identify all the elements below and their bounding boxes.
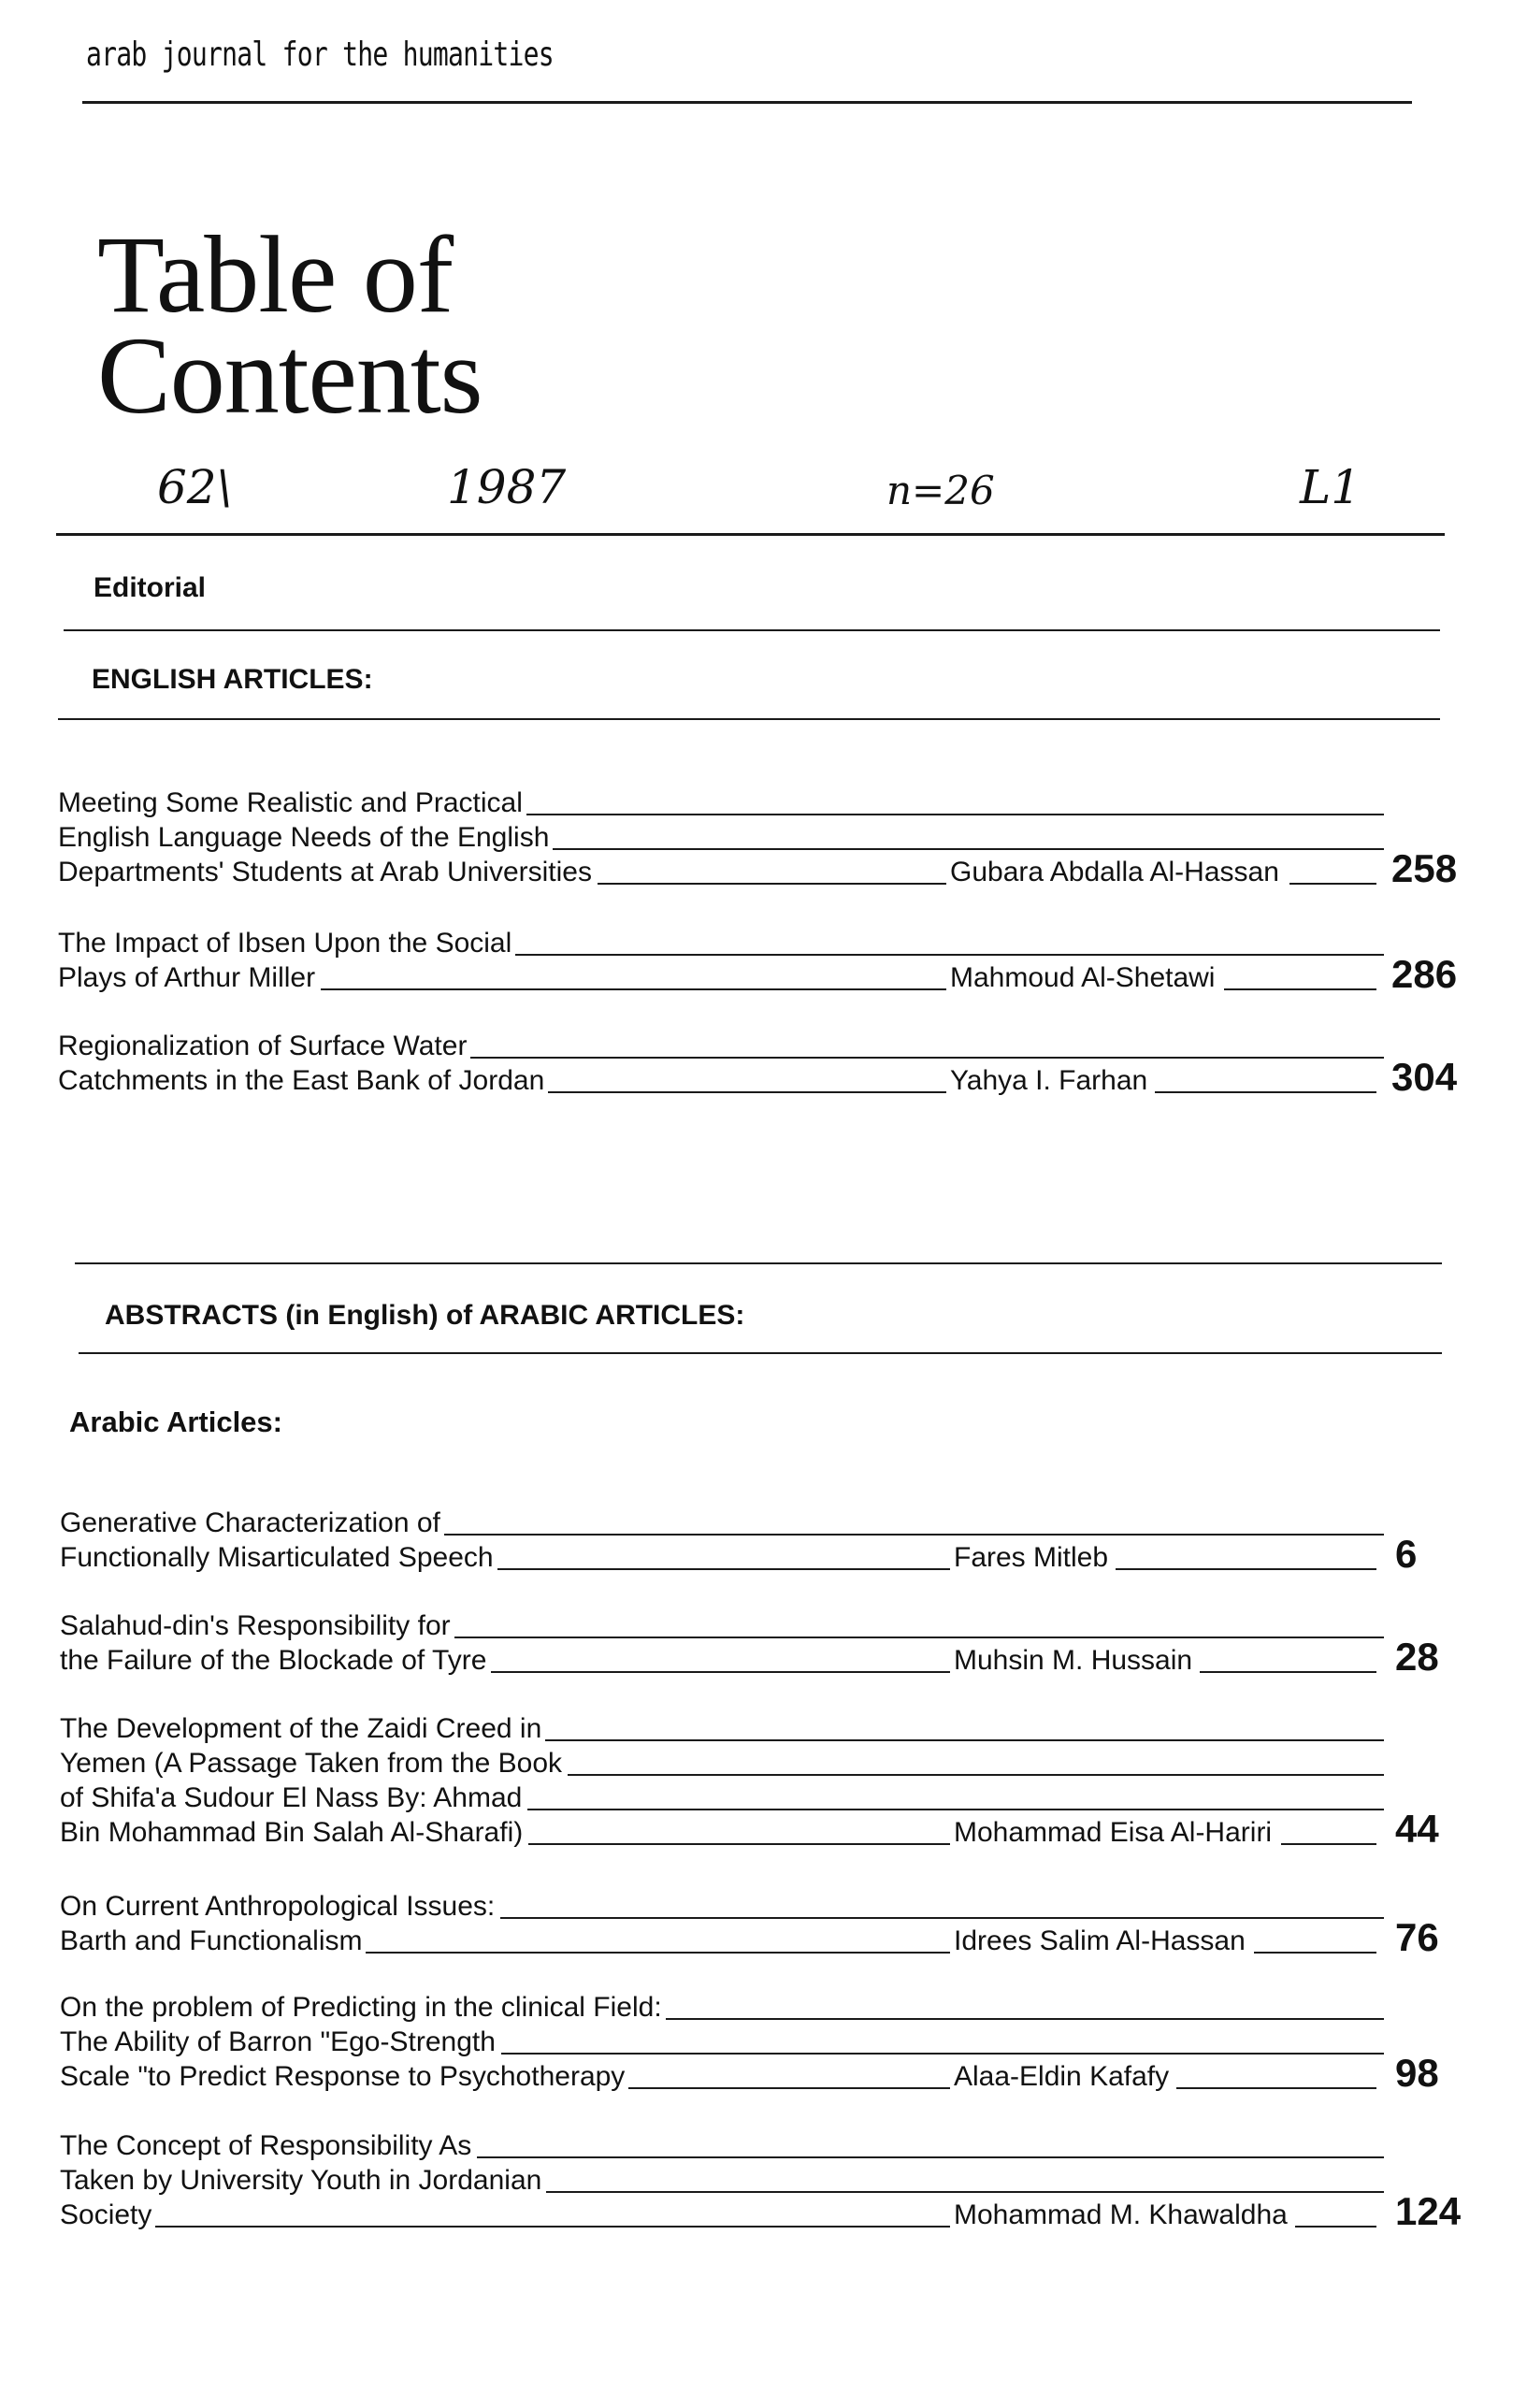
entry-page-number: 124 [1395,2189,1462,2233]
entry-title-line: of Shifa'a Sudour El Nass By: Ahmad [60,1782,523,1813]
abstracts-bottom-rule [79,1352,1442,1354]
entry-title-line: The Ability of Barron "Ego-Strength [60,2026,496,2057]
entry-title-line: English Language Needs of the English [58,822,550,853]
title-line-2: Contents [97,314,483,437]
entry-title-line: Departments' Students at Arab Universities [58,857,592,887]
leader-line [526,814,1384,815]
entry-title-line: Barth and Functionalism [60,1925,363,1956]
leader-line [454,1637,1384,1638]
handwritten-year: 1987 [447,460,567,514]
editorial-rule [64,629,1440,631]
leader-line [546,2191,1384,2193]
entry-title-line: Salahud-din's Responsibility for [60,1610,451,1641]
editorial-label: Editorial [94,572,207,603]
leader-line [568,1774,1384,1776]
journal-name: arab journal for the humanities [86,36,554,74]
leader-line [666,2018,1384,2020]
leader-line [501,2053,1384,2055]
entry-page-number: 6 [1395,1532,1418,1576]
entry-author: Mahmoud Al-Shetawi [950,962,1216,993]
entry-title-line: Scale "to Predict Response to Psychotherapy [60,2061,626,2092]
handwritten-issue: n=26 [886,468,995,513]
entry-author: Idrees Salim Al-Hassan [954,1925,1246,1956]
leader-line [497,1568,950,1570]
entry-page-number: 76 [1395,1915,1439,1959]
entry-author: Alaa-Eldin Kafafy [954,2061,1170,2092]
leader-line [491,1671,950,1673]
entry-title-line: Yemen (A Passage Taken from the Book [60,1748,562,1779]
entry-title-line: On the problem of Predicting in the clinical Field: [60,1992,662,2023]
entry-title-line: Regionalization of Surface Water [58,1031,468,1061]
entry-title-line: Bin Mohammad Bin Salah Al-Sharafi) [60,1817,524,1848]
leader-line [527,1809,1384,1810]
entry-title-line: Functionally Misarticulated Speech [60,1542,494,1573]
leader-line [444,1534,1384,1536]
leader-line [545,1739,1384,1741]
entry-author: Mohammad M. Khawaldha [954,2199,1288,2230]
entry-title-line: The Development of the Zaidi Creed in [60,1713,542,1744]
entry-author: Yahya I. Farhan [950,1065,1148,1096]
entry-title-line: Catchments in the East Bank of Jordan [58,1065,545,1096]
entry-title-line: Society [60,2199,152,2230]
page-title [97,213,483,437]
english-heading-rule [58,718,1440,720]
leader-line [1116,1568,1376,1570]
leader-line [1224,988,1376,990]
header-rule [82,101,1412,104]
entry-title-line: The Impact of Ibsen Upon the Social [58,928,512,959]
leader-line [366,1952,950,1954]
leader-line [1176,2087,1376,2089]
entry-page-number: 286 [1391,952,1458,996]
leader-line [1155,1091,1376,1093]
english-articles-heading: ENGLISH ARTICLES: [92,664,373,695]
entry-title-line: the Failure of the Blockade of Tyre [60,1645,487,1676]
entry-page-number: 258 [1391,846,1458,890]
leader-line [1200,1671,1376,1673]
leader-line [477,2156,1384,2158]
leader-line [598,883,946,885]
entry-page-number: 44 [1395,1807,1439,1851]
entry-title-line: The Concept of Responsibility As [60,2130,472,2161]
leader-line [1295,2226,1376,2228]
entry-page-number: 28 [1395,1635,1439,1679]
leader-line [470,1057,1384,1059]
handwritten-mark: L1 [1300,460,1361,514]
leader-line [528,1843,950,1845]
leader-line [1254,1952,1376,1954]
leader-line [515,954,1384,956]
abstracts-heading: ABSTRACTS (in English) of ARABIC ARTICLES: [105,1300,745,1331]
entry-title-line: Taken by University Youth in Jordanian [60,2165,542,2196]
leader-line [553,848,1384,850]
entry-title-line: Plays of Arthur Miller [58,962,316,993]
entry-author: Gubara Abdalla Al-Hassan [950,857,1279,887]
entry-author: Fares Mitleb [954,1542,1109,1573]
entry-page-number: 304 [1391,1055,1458,1099]
leader-line [548,1091,946,1093]
title-line-1: Table of [97,213,454,336]
leader-line [500,1917,1384,1919]
entry-page-number: 98 [1395,2051,1439,2095]
entry-title-line: Meeting Some Realistic and Practical [58,787,523,818]
leader-line [628,2087,950,2089]
leader-line [1289,883,1376,885]
leader-line [1281,1843,1376,1845]
leader-line [155,2226,950,2228]
handwritten-code: 62\ [157,460,233,514]
leader-line [321,988,946,990]
entry-author: Mohammad Eisa Al-Hariri [954,1817,1273,1848]
title-rule [56,533,1445,536]
entry-title-line: On Current Anthropological Issues: [60,1891,496,1922]
entry-author: Muhsin M. Hussain [954,1645,1193,1676]
arabic-articles-heading: Arabic Articles: [69,1406,282,1438]
entry-title-line: Generative Characterization of [60,1507,440,1538]
abstracts-top-rule [75,1262,1442,1264]
